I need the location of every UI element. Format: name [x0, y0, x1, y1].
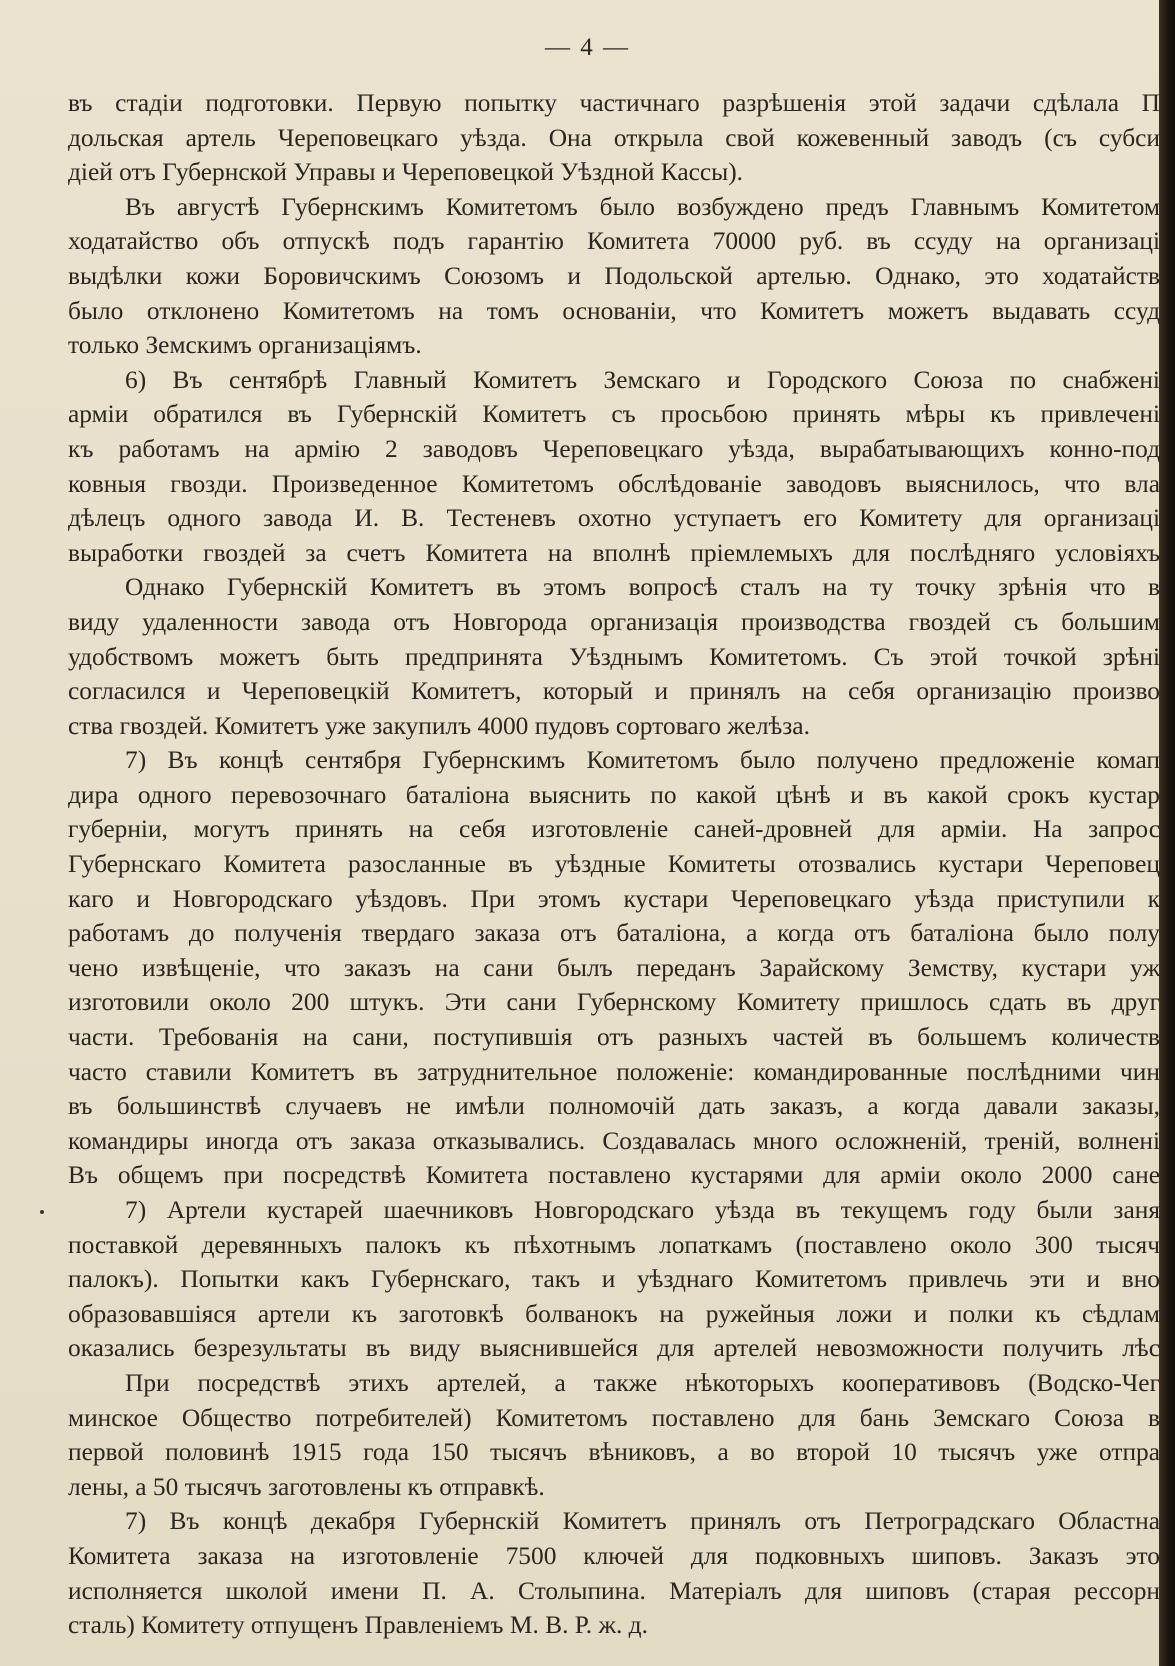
text-line: ковныя гвозди. Произведенное Комитетомъ обслѣдованіе заводовъ выяснилось, что вла	[68, 469, 1160, 498]
text-line: Однако Губернскій Комитетъ въ этомъ вопросѣ сталъ на ту точку зрѣнія что в	[125, 573, 1160, 602]
text-line: 6) Въ сентябрѣ Главный Комитетъ Земскаго и Городского Союза по снабжені	[125, 365, 1160, 394]
text-line: дольская артель Череповецкаго уѣзда. Она открыла свой кожевенный заводъ (съ субси	[68, 123, 1160, 152]
text-line: въ большинствѣ случаевъ не имѣли полномочій дать заказъ, а когда давали заказы,	[68, 1092, 1160, 1121]
text-line: Въ августѣ Губернскимъ Комитетомъ было возбуждено предъ Главнымъ Комитетом	[125, 192, 1160, 221]
text-line: губерніи, могутъ принять на себя изготовленіе саней-дровней для арміи. На запрос	[68, 815, 1160, 844]
text-line: виду удаленности завода отъ Новгорода организація производства гвоздей съ большим	[68, 607, 1160, 636]
text-line: Губернскаго Комитета разосланные въ уѣздные Комитеты отозвались кустари Череповец	[68, 850, 1160, 879]
text-line: лены, а 50 тысячъ заготовлены къ отправкѣ.	[68, 1472, 545, 1501]
text-line: удобствомъ можетъ быть предпринята Уѣзднымъ Комитетомъ. Съ этой точкой зрѣні	[68, 642, 1160, 671]
text-line: арміи обратился въ Губернскій Комитетъ съ просьбою принять мѣры къ привлечені	[68, 400, 1160, 429]
text-line: діей отъ Губернской Управы и Череповецкой Уѣздной Кассы).	[68, 158, 744, 187]
ink-speck	[40, 1210, 44, 1214]
text-line: командиры иногда отъ заказа отказывались. Создавалась много осложненій, треній, волнені	[68, 1126, 1160, 1155]
text-line: оказались безрезультаты въ виду выяснившейся для артелей невозможности получить лѣс	[68, 1334, 1160, 1363]
text-line: образовавшіяся артели къ заготовкѣ болванокъ на ружейныя ложи и полки къ сѣдлам	[68, 1299, 1160, 1328]
page-number: — 4 —	[545, 34, 630, 61]
text-line: въ стадіи подготовки. Первую попытку частичнаго разрѣшенія этой задачи сдѣлала П	[68, 89, 1160, 117]
text-line: Комитета заказа на изготовленіе 7500 ключей для подковныхъ шиповъ. Заказъ это	[68, 1541, 1160, 1570]
text-line: исполняется школой имени П. А. Столыпина. Матеріалъ для шиповъ (старая рессорн	[68, 1576, 1160, 1605]
text-line: выработки гвоздей за счетъ Комитета на вполнѣ пріемлемыхъ для послѣдняго условіяхъ	[68, 538, 1160, 567]
text-line: дира одного перевозочнаго баталіона выяснить по какой цѣнѣ и въ какой срокъ кустар	[68, 780, 1160, 809]
text-line: первой половинѣ 1915 года 150 тысячъ вѣниковъ, а во второй 10 тысячъ уже отпра	[68, 1438, 1160, 1467]
text-line: часто ставили Комитетъ въ затруднительное положеніе: командированные послѣдними чин	[68, 1057, 1160, 1086]
book-spine-edge	[1159, 0, 1175, 1666]
text-line: 7) Артели кустарей шаечниковъ Новгородскаго уѣзда въ текущемъ году были заня	[125, 1196, 1160, 1224]
text-line: части. Требованія на сани, поступившія отъ разныхъ частей въ большемъ количеств	[68, 1023, 1160, 1052]
text-line: Въ общемъ при посредствѣ Комитета поставлено кустарями для арміи около 2000 сане	[68, 1161, 1160, 1190]
text-line: было отклонено Комитетомъ на томъ основаніи, что Комитетъ можетъ выдавать ссуд	[68, 296, 1160, 325]
text-line: 7) Въ концѣ декабря Губернскій Комитетъ принялъ отъ Петроградскаго Областна	[125, 1507, 1160, 1536]
text-line: только Земскимъ организаціямъ.	[68, 331, 422, 360]
body-text	[68, 86, 1160, 1643]
text-line: ходатайство объ отпускѣ подъ гарантію Комитета 70000 руб. въ ссуду на организаці	[68, 227, 1160, 256]
text-line: каго и Новгородскаго уѣздовъ. При этомъ кустари Череповецкаго уѣзда приступили к	[68, 884, 1160, 913]
text-line: чено извѣщеніе, что заказъ на сани былъ переданъ Зарайскому Земству, кустари уж	[68, 953, 1160, 982]
text-line: сталь) Комитету отпущенъ Правленіемъ М. В. Р. ж. д.	[68, 1611, 648, 1640]
text-line: палокъ). Попытки какъ Губернскаго, такъ и уѣзднаго Комитетомъ привлечь эти и вно	[68, 1265, 1160, 1294]
text-line: выдѣлки кожи Боровичскимъ Союзомъ и Подольской артелью. Однако, это ходатайств	[68, 261, 1160, 290]
text-line: поставкой деревянныхъ палокъ къ пѣхотнымъ лопаткамъ (поставлено около 300 тысяч	[68, 1230, 1160, 1259]
text-line: дѣлецъ одного завода И. В. Тестеневъ охотно уступаетъ его Комитету для организаці	[68, 504, 1160, 533]
text-line: При посредствѣ этихъ артелей, а также нѣкоторыхъ кооперативовъ (Водско-Чег	[125, 1368, 1160, 1397]
text-line: 7) Въ концѣ сентября Губернскимъ Комитетомъ было получено предложеніе комап	[125, 746, 1160, 775]
text-line: минское Общество потребителей) Комитетомъ поставлено для бань Земскаго Союза в	[68, 1403, 1160, 1432]
text-line: работамъ до полученія твердаго заказа отъ баталіона, а когда отъ баталіона было полу	[68, 919, 1160, 948]
text-line: изготовили около 200 штукъ. Эти сани Губернскому Комитету пришлось сдать въ друг	[68, 988, 1160, 1017]
text-line: ства гвоздей. Комитетъ уже закупилъ 4000 пудовъ сортоваго желѣза.	[68, 711, 810, 740]
text-line: согласился и Череповецкій Комитетъ, который и принялъ на себя организацію произво	[68, 677, 1160, 706]
text-line: къ работамъ на армію 2 заводовъ Череповецкаго уѣзда, вырабатывающихъ конно-под	[68, 434, 1160, 463]
